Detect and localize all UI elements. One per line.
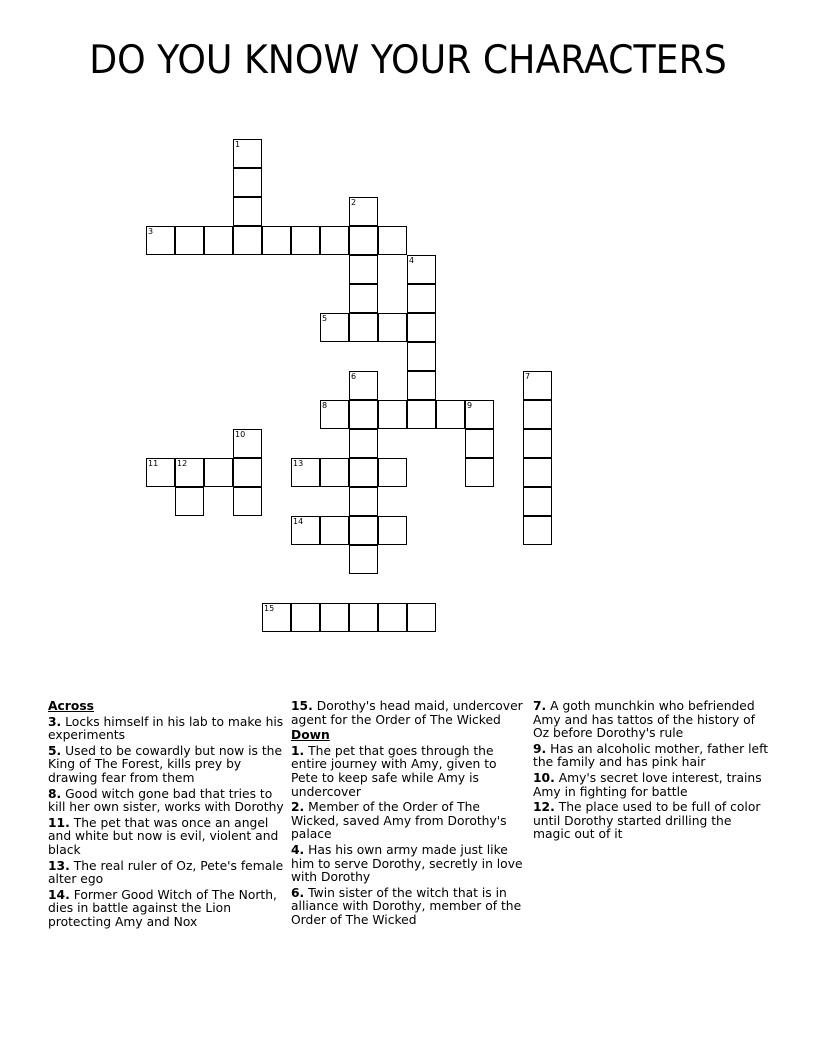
clue-down-9 [533,743,769,770]
clue-text: Good witch gone bad that tries to kill her own sister, works with Dorothy [48,786,284,815]
cell-number: 4 [409,256,415,265]
clue-down-10 [533,772,769,799]
clues-column-2 [291,700,527,930]
clue-text: Member of the Order of The Wicked, saved Amy from Dorothy's palace [291,800,507,842]
grid-cell[interactable] [378,458,407,487]
grid-cell[interactable] [175,487,204,516]
grid-cell[interactable] [349,458,378,487]
grid-cell[interactable] [349,429,378,458]
grid-cell[interactable] [378,603,407,632]
clue-across-5 [48,745,284,786]
clue-down-2 [291,801,527,842]
clue-number: 4. [291,842,305,857]
clue-number: 1. [291,743,305,758]
cell-number: 15 [264,604,275,613]
cell-number: 14 [293,517,304,526]
cell-number: 13 [293,459,304,468]
cell-number: 2 [351,198,357,207]
grid-cell[interactable] [291,603,320,632]
grid-cell[interactable] [465,458,494,487]
grid-cell[interactable] [349,226,378,255]
cell-number: 11 [148,459,159,468]
across-header: Across [48,699,94,713]
grid-cell[interactable] [378,516,407,545]
grid-cell[interactable] [349,487,378,516]
grid-cell[interactable] [262,226,291,255]
grid-cell[interactable] [320,226,349,255]
grid-cell[interactable] [523,458,552,487]
clue-text: Has his own army made just like him to serve Dorothy, secretly in love with Dorothy [291,842,523,885]
grid-cell[interactable] [320,313,349,342]
clue-across-14 [48,889,284,930]
grid-cell[interactable] [320,458,349,487]
clue-text: Dorothy's head maid, undercover agent for the Order of The Wicked [291,699,523,727]
clue-number: 5. [48,743,62,758]
grid-cell[interactable] [349,313,378,342]
grid-cell[interactable] [233,197,262,226]
grid-cell[interactable] [407,400,436,429]
grid-cell[interactable] [465,400,494,429]
down-header: Down [291,728,330,743]
cell-number: 9 [467,401,473,410]
clue-down-7 [533,700,769,741]
grid-cell[interactable] [291,458,320,487]
grid-cell[interactable] [320,400,349,429]
clue-text: The real ruler of Oz, Pete's female alter ego [48,858,284,887]
grid-cell[interactable] [349,603,378,632]
clue-text: The pet that goes through the entire journey with Amy, given to Pete to keep safe while Amy is undercover [291,743,497,799]
clue-number: 12. [533,800,555,815]
grid-cell[interactable] [407,255,436,284]
clue-number: 9. [533,741,547,756]
grid-cell[interactable] [465,429,494,458]
clue-text: Twin sister of the witch that is in alliance with Dorothy, member of the Order of The Wicked [291,885,522,927]
grid-cell[interactable] [523,429,552,458]
clue-down-12 [533,801,769,842]
grid-cell[interactable] [349,371,378,400]
grid-cell[interactable] [204,458,233,487]
grid-cell[interactable] [407,342,436,371]
grid-cell[interactable] [436,400,465,429]
clue-text: Used to be cowardly but now is the King of The Forest, kills prey by drawing fear from them [48,743,283,785]
grid-cell[interactable] [349,284,378,313]
grid-cell[interactable] [523,371,552,400]
grid-cell[interactable] [175,226,204,255]
clue-down-6 [291,887,527,928]
grid-cell[interactable] [349,197,378,226]
clues-column-1 [48,700,284,932]
clue-text: The pet that was once an angel and white but now is evil, violent and black [48,815,279,857]
grid-cell[interactable] [233,429,262,458]
grid-cell[interactable] [407,371,436,400]
grid-cell[interactable] [349,545,378,574]
grid-cell[interactable] [291,516,320,545]
clue-number: 10. [533,770,555,785]
clue-number: 3. [48,714,62,729]
grid-cell[interactable] [320,516,349,545]
grid-cell[interactable] [523,516,552,545]
clue-number: 11. [48,815,70,830]
clue-number: 6. [291,885,305,900]
clue-text: The place used to be full of color until Dorothy started drilling the magic out of it [533,800,761,842]
grid-cell[interactable] [204,226,233,255]
clue-down-4 [291,844,527,885]
grid-cell[interactable] [378,226,407,255]
clue-text: Locks himself in his lab to make his experiments [48,714,284,743]
grid-cell[interactable] [407,313,436,342]
clue-across-11 [48,817,284,858]
grid-cell[interactable] [349,516,378,545]
grid-cell[interactable] [407,284,436,313]
clue-across-8 [48,788,284,815]
cell-number: 8 [322,401,328,410]
page-title: DO YOU KNOW YOUR CHARACTERS [89,38,727,83]
clue-text: Former Good Witch of The North, dies in battle against the Lion protecting Amy and Nox [48,887,277,929]
grid-cell[interactable] [233,139,262,168]
clue-text: A goth munchkin who befriended Amy and has tattos of the history of Oz before Dorothy's rule [533,699,756,741]
clue-across-3 [48,716,284,743]
cell-number: 7 [525,372,531,381]
cell-number: 12 [177,459,188,468]
grid-cell[interactable] [146,458,175,487]
grid-cell[interactable] [320,603,349,632]
clue-down-1 [291,745,527,799]
clue-across-15 [291,700,527,727]
grid-cell[interactable] [233,487,262,516]
clue-number: 15. [291,699,313,713]
clue-number: 8. [48,786,62,801]
grid-cell[interactable] [378,313,407,342]
clues-column-3 [533,700,769,844]
clue-text: Has an alcoholic mother, father left the family and has pink hair [533,741,769,770]
grid-cell[interactable] [407,603,436,632]
grid-cell[interactable] [291,226,320,255]
cell-number: 5 [322,314,328,323]
grid-cell[interactable] [233,226,262,255]
clue-number: 14. [48,887,70,902]
grid-cell[interactable] [378,400,407,429]
grid-cell[interactable] [523,400,552,429]
grid-cell[interactable] [233,458,262,487]
grid-cell[interactable] [349,255,378,284]
clue-across-13 [48,860,284,887]
grid-cell[interactable] [523,487,552,516]
grid-cell[interactable] [175,458,204,487]
grid-cell[interactable] [146,226,175,255]
cell-number: 10 [235,430,246,439]
grid-cell[interactable] [262,603,291,632]
clue-number: 7. [533,699,547,713]
grid-cell[interactable] [233,168,262,197]
cell-number: 1 [235,140,241,149]
clue-text: Amy's secret love interest, trains Amy in fighting for battle [533,770,762,799]
cell-number: 6 [351,372,357,381]
clue-number: 13. [48,858,70,873]
cell-number: 3 [148,227,154,236]
grid-cell[interactable] [349,400,378,429]
clue-number: 2. [291,800,305,815]
